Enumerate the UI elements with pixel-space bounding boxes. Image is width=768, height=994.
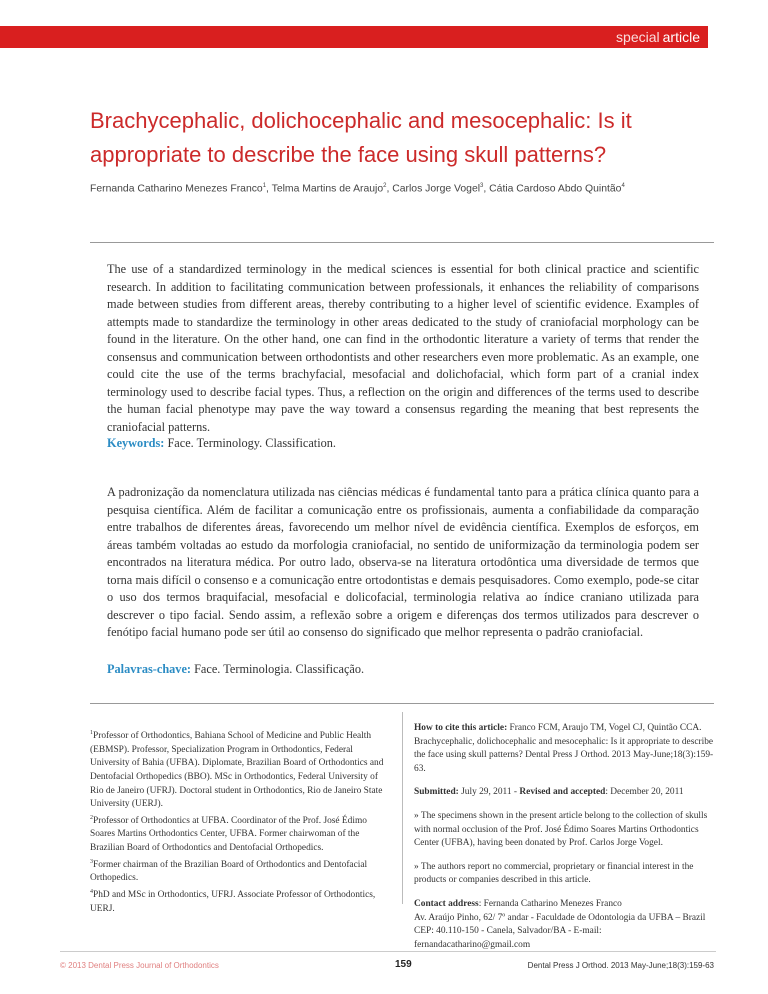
column-divider [402, 712, 403, 904]
footer-copyright: © 2013 Dental Press Journal of Orthodontics [60, 961, 219, 970]
author-affil-mark: 3 [480, 183, 484, 189]
abstract-english: The use of a standardized terminology in the medical sciences is essential for both clinical practice and scientific research. In addition to facilitating communication between professionals, it enhances the reliability of comparisons made between studies from different areas, thereby contributing to a higher level of scientific evidence. Examples of attempts made to standardize the terminology in other areas dedicated to the study of craniofacial morphology can be found in the literature. On the other hand, one can find in the orthodontic literature a variety of terms that render the consensus and communication between orthodontists and other researchers even more problematic. As an example, one could cite the use of the terms brachyfacial, mesofacial and dolichofacial, which form part of a cranial index terminology used to describe facial types. Thus, a reflection on the origin and differences of the terms used to describe the human facial phenotype may pave the way toward a consensus regarding the meaning that best represents the craniofacial patterns. [107, 262, 699, 434]
keywords-portuguese [107, 662, 364, 677]
palavras-chave-label: Palavras-chave: [107, 662, 192, 676]
abstract-bottom-rule [90, 703, 714, 704]
section-label-light: special [616, 29, 660, 45]
affiliation-note: $^2$Professor of Orthodontics at UFBA. Coordinator of the Prof. José Édimo Soares Martins Orthodontics Center, UFBA. Former chairwoman of the Brazilian Board of Orthodontics and Dentofacial Orthopedics. [90, 814, 367, 853]
section-label-bold: article [662, 29, 700, 45]
footer-journal-ref: Dental Press J Orthod. 2013 May-June;18(3):159-63 [527, 961, 714, 970]
citation-label: How to cite this article: [414, 723, 508, 733]
keywords-english [107, 436, 336, 451]
author-name: Telma Martins de Araujo [271, 183, 384, 195]
dates-note: Submitted: July 29, 2011 - Revised and accepted: December 20, 2011 [414, 787, 684, 798]
specimens-note: » The specimens shown in the present article belong to the collection of skulls with normal occlusion of the Prof. José Édimo Soares Martins Orthodontics Center (UFBA), having been donated by Prof. Carlos Jorge Vogel. [414, 810, 708, 849]
contact-address: Contact address: Fernanda Catharino Menezes Franco Av. Araújo Pinho, 62/ 7º andar - Faculdade de Odontologia da UFBA – Brazil CEP: 40.110-150 - Canela, Salvador/BA - E-mail: fernandacatharino@gmail.com [414, 898, 706, 950]
author-affil-mark: 1 [262, 183, 267, 189]
article-info [414, 722, 716, 952]
keywords-label: Keywords: [107, 436, 165, 450]
affiliation-note: $^4$PhD and MSc in Orthodontics, UFRJ. Associate Professor of Orthodontics, UERJ. [90, 888, 376, 914]
keywords-text: Face. Terminology. Classification. [167, 436, 336, 450]
author-affil-mark: 4 [621, 183, 625, 189]
abstract-top-rule [90, 242, 714, 243]
abstract-portuguese: A padronização da nomenclatura utilizada nas ciências médicas é fundamental tanto para a prática clínica quanto para a pesquisa científica. Além de facilitar a comunicação entre os profissionais, aumenta a confiabilidade da comparação entre trabalhos de diferentes áreas, favorecendo um melhor nível de evidência científica. Exemplos de esforços, em áreas também voltadas ao estudo da morfologia craniofacial, no sentido de uniformização da terminologia podem ser encontrados na literatura médica. Por outro lado, observa-se na literatura ortodôntica uma diversidade de termos que torna mais difícil o consenso e a comunicação entre ortodontistas e demais pesquisadores. Como exemplo, pode-se citar o uso dos termos braquifacial, mesofacial e dolicofacial, terminologia relativa ao índice craniano utilizada para descrever o tipo facial. Sendo assim, a reflexão sobre a origem e diferenças dos termos utilizados para descrever o fenótipo facial humano pode ser útil ao consenso do significado que melhor representa o padrão craniofacial. [107, 485, 699, 639]
affiliation-note: $^1$Professor of Orthodontics, Bahiana School of Medicine and Public Health (EBMSP). Professor, Specialization Program in Orthodontics, Federal University of Bahia (UFBA). Diplomate, Brazilian Board of Orthodontics and Dentofacial Orthopedics (BBO). MSc in Orthodontics, Federal University of Rio de Janeiro (UFRJ). Doctoral student in Orthodontics, Rio de Janeiro State University (UERJ). [90, 730, 384, 810]
contact-label: Contact address [414, 898, 479, 909]
article-title: Brachycephalic, dolichocephalic and mesocephalic: Is it appropriate to describe the face using skull patterns? [90, 108, 632, 167]
affiliation-footnotes [90, 727, 390, 916]
footer-rule [60, 951, 716, 952]
author-affil-mark: 2 [383, 183, 387, 189]
citation-text: Franco FCM, Araujo TM, Vogel CJ, Quintão CCA. Brachycephalic, dolichocephalic and mesocephalic: Is it appropriate to describe the face using skull patterns? Dental Press J Orthod. 2013 May-June;18(3):159-63. [414, 723, 714, 774]
author-name: Cátia Cardoso Abdo Quintão [489, 183, 622, 195]
author-name: Fernanda Catharino Menezes Franco [90, 183, 263, 195]
author-name: Carlos Jorge Vogel [392, 183, 481, 195]
page-number: 159 [395, 959, 412, 970]
interest-note: » The authors report no commercial, proprietary or financial interest in the products or companies described in this article. [414, 861, 694, 886]
citation-note [414, 722, 716, 776]
section-header-bar [0, 26, 708, 48]
palavras-chave-text: Face. Terminologia. Classificação. [194, 662, 365, 676]
affiliation-note: $^3$Former chairman of the Brazilian Board of Orthodontics and Dentofacial Orthopedics. [90, 858, 368, 884]
contact-email-line: CEP: 40.110-150 - Canela, Salvador/BA - E-mail: fernandacatharino@gmail.com [414, 926, 602, 950]
section-label [616, 28, 700, 46]
author-list: Fernanda Catharino Menezes Franco$^1$, Telma Martins de Araujo$^2$, Carlos Jorge Vogel$^3$, Cátia Cardoso Abdo Quintão$^4$ [90, 183, 625, 195]
header-rule [90, 46, 708, 47]
